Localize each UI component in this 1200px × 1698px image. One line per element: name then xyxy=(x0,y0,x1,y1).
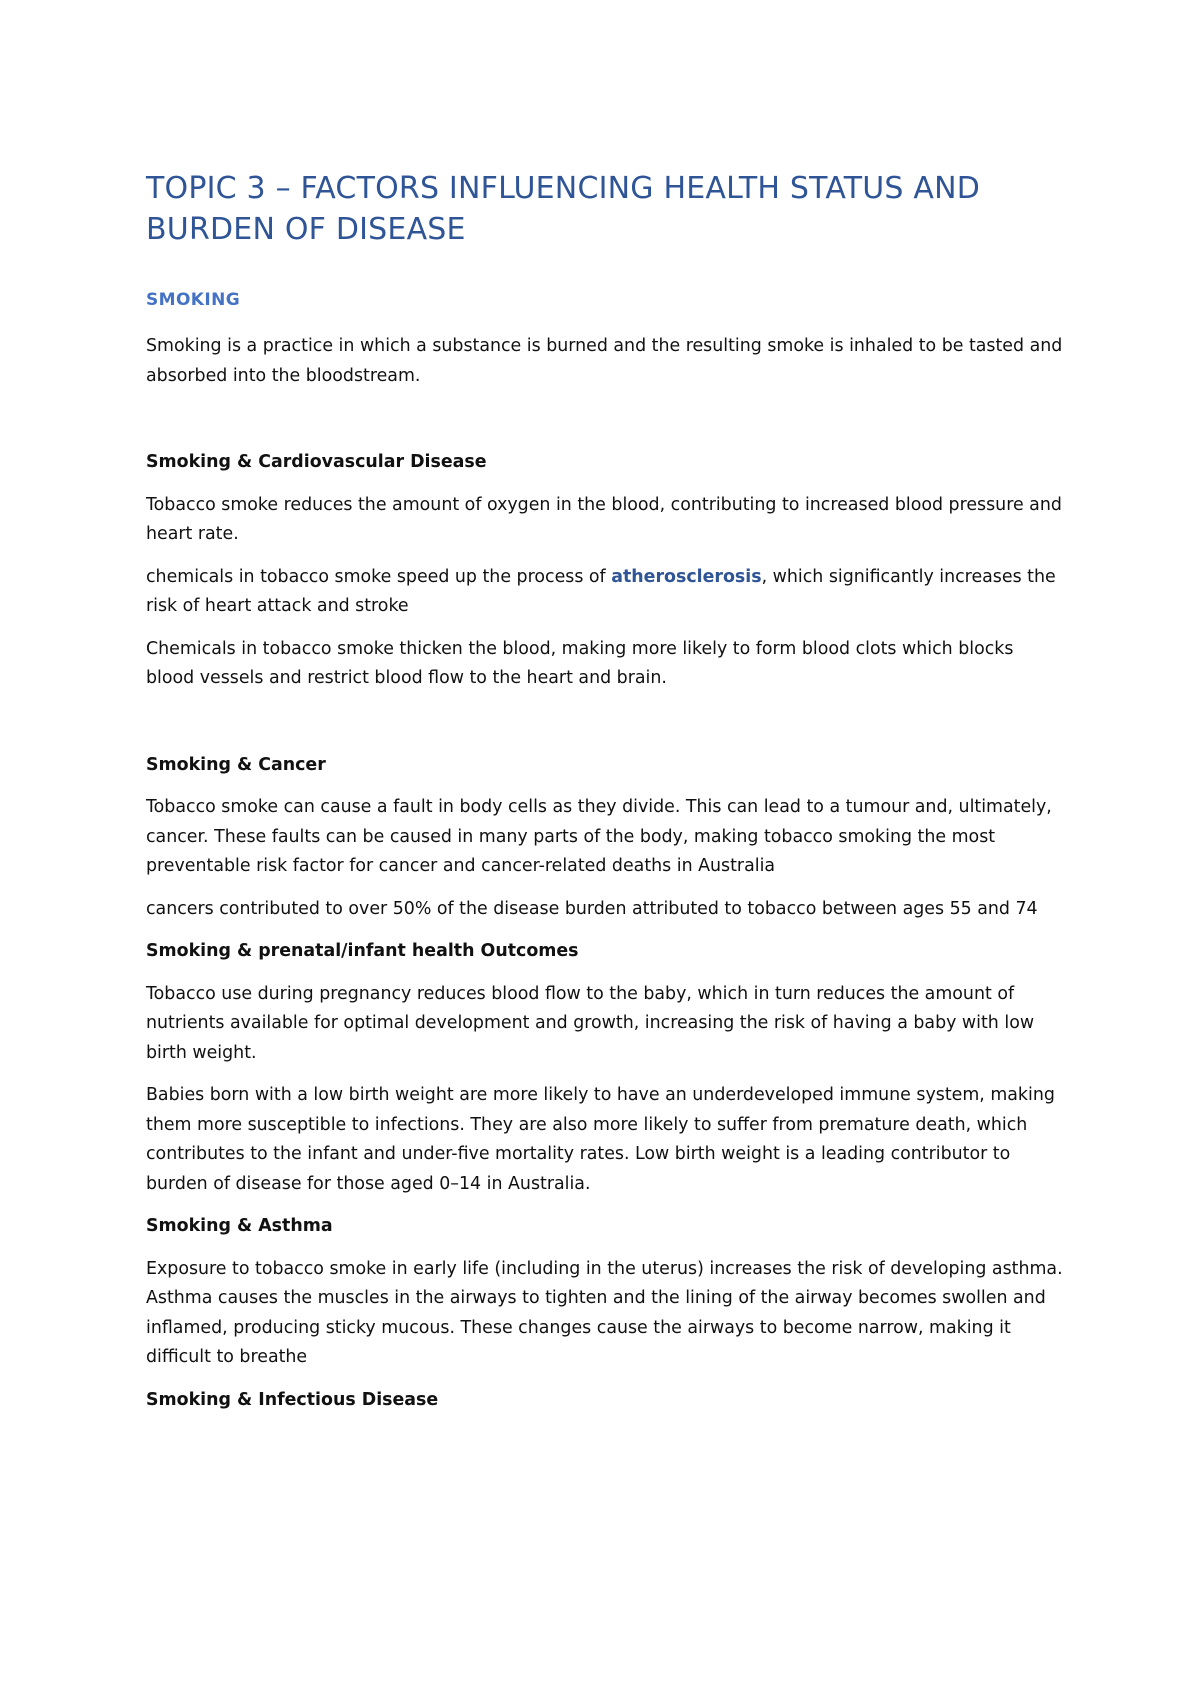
intro-paragraph: Smoking is a practice in which a substance is burned and the resulting smoke is inhaled to be tasted and absorbed into the bloodstream. xyxy=(146,336,1063,386)
heading-cancer: Smoking & Cancer xyxy=(146,754,326,775)
section-label-smoking: SMOKING xyxy=(146,290,241,310)
spacer xyxy=(146,707,1066,751)
cardio-p2-text-before: chemicals in tobacco smoke speed up the process of xyxy=(146,566,612,587)
cardio-paragraph-3: Chemicals in tobacco smoke thicken the blood, making more likely to form blood clots which blocks blood vessels and restrict blood flow to the heart and brain. xyxy=(146,638,1014,688)
spacer xyxy=(146,404,1066,448)
cancer-paragraph-1: Tobacco smoke can cause a fault in body cells as they divide. This can lead to a tumour and, ultimately, cancer. These faults can be caused in many parts of the body, making tobacco smoking the most preventable risk factor for cancer and cancer-related deaths in Australia xyxy=(146,797,1052,876)
heading-cardiovascular: Smoking & Cardiovascular Disease xyxy=(146,452,487,472)
page-title: TOPIC 3 – FACTORS INFLUENCING HEALTH STATUS AND BURDEN OF DISEASE xyxy=(146,171,981,247)
prenatal-paragraph-2: Babies born with a low birth weight are more likely to have an underdeveloped immune system, making them more susceptible to infections. They are also more likely to suffer from premature death, which contributes to the infant and under-five mortality rates. Low birth weight is a leading contributor to burden of disease for those aged 0–14 in Australia. xyxy=(146,1085,1055,1194)
atherosclerosis-link[interactable]: atherosclerosis xyxy=(611,566,762,587)
heading-infectious: Smoking & Infectious Disease xyxy=(146,1389,439,1410)
cancer-paragraph-2: cancers contributed to over 50% of the disease burden attributed to tobacco between ages 55 and 74 xyxy=(146,898,1038,919)
heading-prenatal: Smoking & prenatal/infant health Outcomes xyxy=(146,941,579,961)
cardio-p2-text-after: , which significantly increases the risk of heart attack and stroke xyxy=(146,566,1056,616)
cardio-paragraph-1: Tobacco smoke reduces the amount of oxygen in the blood, contributing to increased blood pressure and heart rate. xyxy=(146,494,1062,544)
prenatal-paragraph-1: Tobacco use during pregnancy reduces blood flow to the baby, which in turn reduces the amount of nutrients available for optimal development and growth, increasing the risk of having a baby with low birth weight. xyxy=(146,983,1035,1063)
asthma-paragraph-1: Exposure to tobacco smoke in early life (including in the uterus) increases the risk of developing asthma. Asthma causes the muscles in the airways to tighten and the lining of the airway becomes swollen and inflamed, producing sticky mucous. These changes cause the airways to become narrow, making it difficult to breathe xyxy=(146,1258,1063,1367)
heading-asthma: Smoking & Asthma xyxy=(146,1216,333,1236)
document-page xyxy=(146,168,1066,1428)
cardio-paragraph-2 xyxy=(146,563,1066,622)
